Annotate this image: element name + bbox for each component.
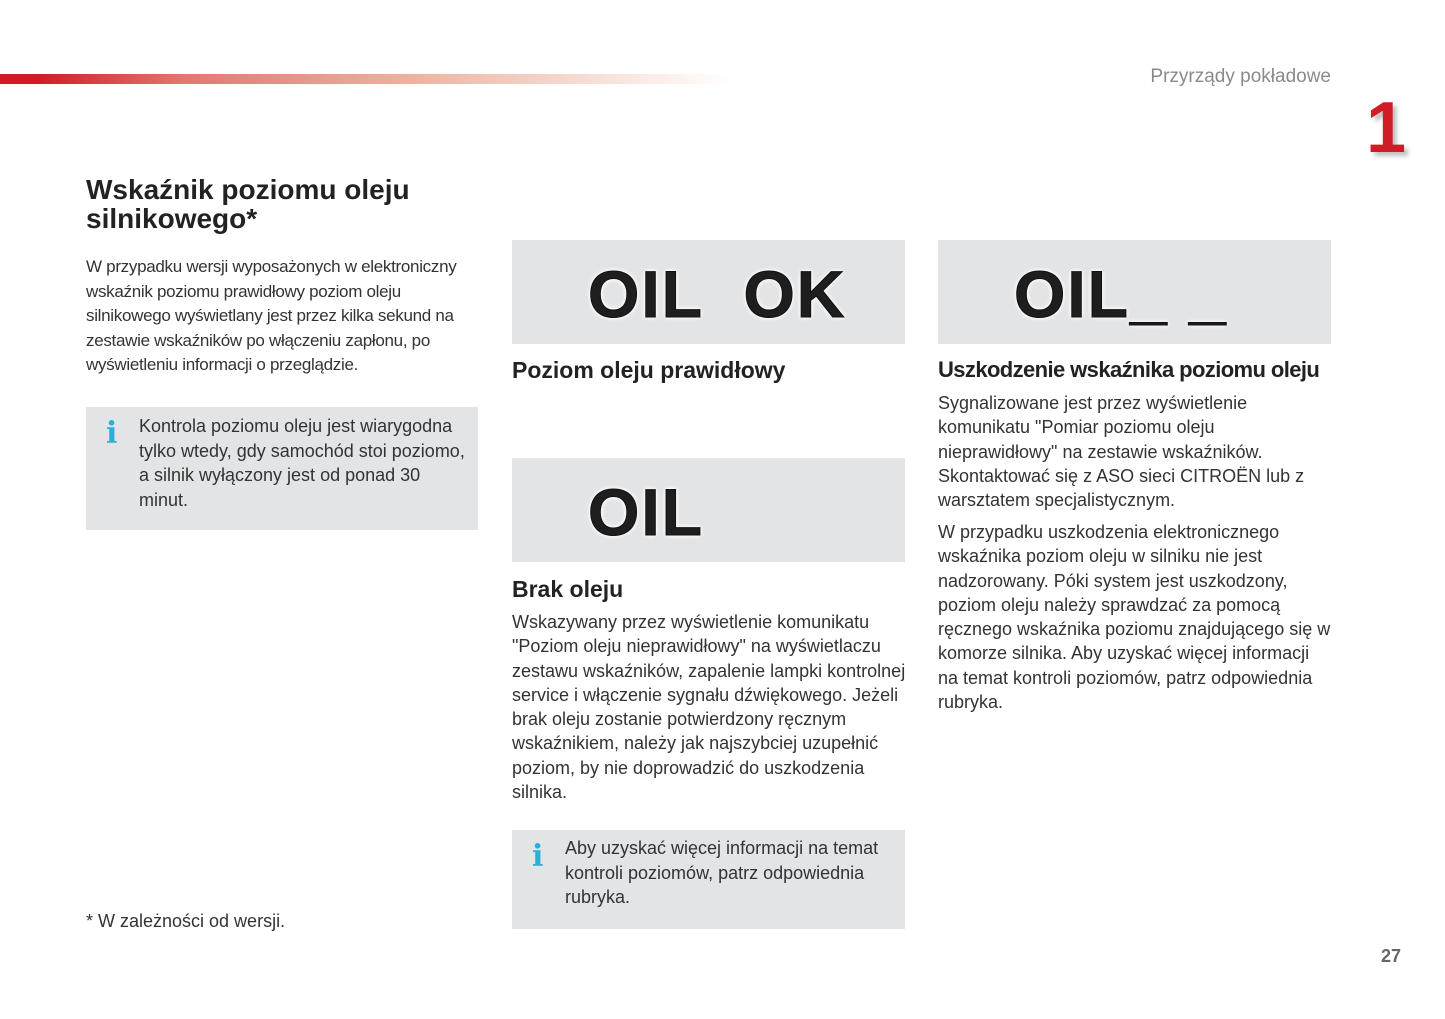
display-oil-missing — [512, 458, 905, 562]
display-oil-fault — [938, 240, 1331, 344]
no-oil-body: Wskazywany przez wyświetlenie komunikatu "Poziom oleju nieprawidłowy" na wyświetlaczu zestawu wskaźników, zapalenie lampki kontrolnej service i włączenie sygnału dźwiękowego. Jeżeli brak oleju zostanie potwierdzony ręcznym wskaźnikiem, należy jak najszybciej uzupełnić poziom, by nie doprowadzić do uszkodzenia silnika. — [512, 612, 906, 803]
section-title: Przyrządy pokładowe — [1150, 66, 1331, 87]
chapter-number: 1 — [1366, 88, 1407, 168]
footnote: * W zależności od wersji. — [86, 911, 286, 931]
fault-paragraph-1: Sygnalizowane jest przez wyświetlenie komunikatu "Pomiar poziomu oleju nieprawidłowy" na zestawie wskaźników. Skontaktować się z ASO sieci CITROËN lub z warsztatem specjalistycznym. — [938, 393, 1305, 511]
info-icon: i — [532, 839, 544, 874]
display-oil-missing-text: OIL — [588, 475, 704, 549]
fault-paragraph-2: W przypadku uszkodzenia elektronicznego wskaźnika poziom oleju w silniku nie jest nadzorowany. Póki system jest uszkodzony, poziom oleju należy sprawdzać za pomocą ręcznego wskaźnika poziomu znajdującego się w komorze silnika. Aby uzyskać więcej informacji na temat kontroli poziomów, patrz odpowiednia rubryka. — [938, 522, 1331, 713]
display-oil-ok-text: OIL OK — [588, 257, 847, 331]
info-note-text: Kontrola poziomu oleju jest wiarygodna tylko wtedy, gdy samochód stoi poziomo, a silnik wyłączony jest od ponad 30 minut. — [139, 416, 465, 510]
display-oil-fault-text: OIL_ _ — [1014, 257, 1228, 331]
header-accent-bar — [0, 74, 730, 84]
info-icon: i — [106, 416, 118, 451]
intro-paragraph: W przypadku wersji wyposażonych w elektroniczny wskaźnik poziomu prawidłowy poziom oleju silnikowego wyświetlany jest przez kilka sekund na zestawie wskaźników po włączeniu zapłonu, po wyświetleniu informacji o przeglądzie. — [86, 257, 457, 374]
no-oil-title: Brak oleju — [512, 576, 624, 602]
oil-ok-title: Poziom oleju prawidłowy — [512, 357, 786, 383]
info-note-box-levels — [512, 830, 905, 929]
fault-title: Uszkodzenie wskaźnika poziomu oleju — [938, 357, 1320, 382]
page-number: 27 — [1381, 946, 1402, 966]
info-note-levels-text: Aby uzyskać więcej informacji na temat kontroli poziomów, patrz odpowiednia rubryka. — [565, 838, 879, 907]
page-title: Wskaźnik poziomu oleju silnikowego* — [86, 174, 410, 234]
info-note-box — [86, 407, 478, 530]
display-oil-ok — [512, 240, 905, 344]
